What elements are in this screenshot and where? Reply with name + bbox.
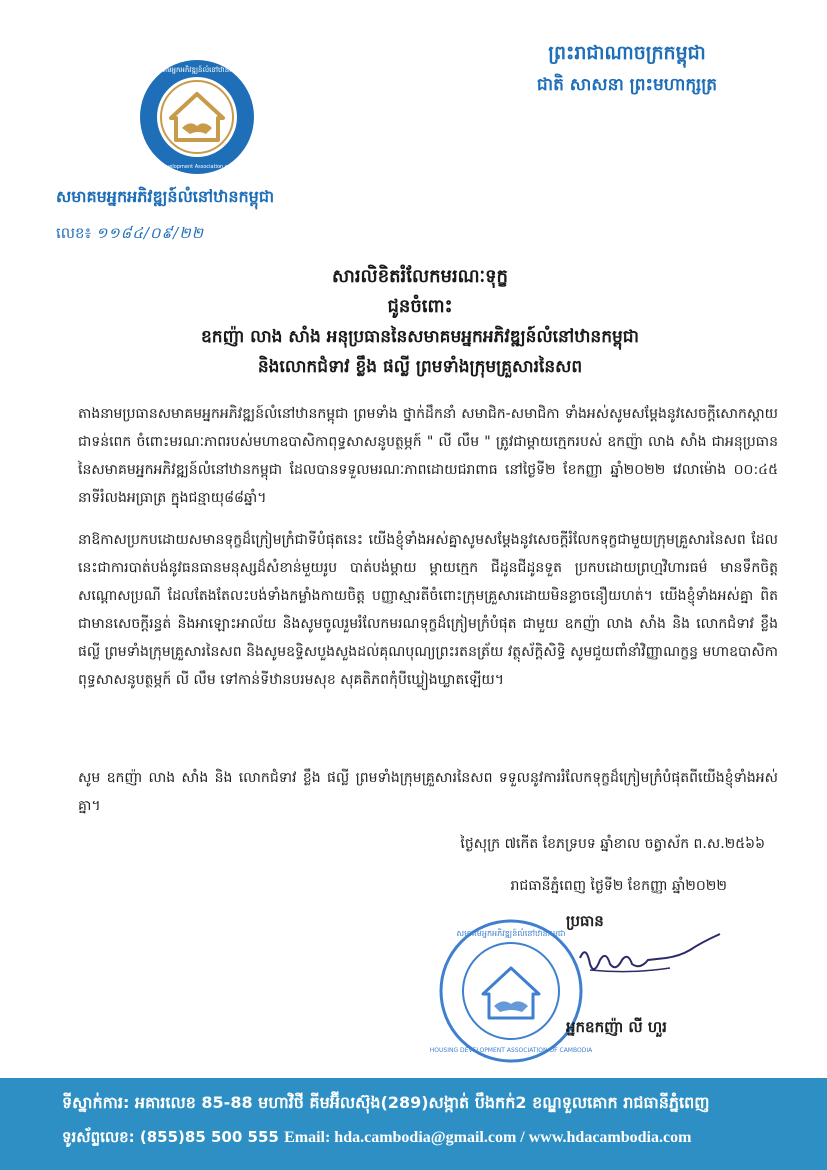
handwritten-signature bbox=[570, 930, 730, 990]
logo-ring-text-en: Housing Development Association of Cambodia bbox=[137, 164, 257, 170]
official-seal bbox=[429, 918, 593, 1064]
seal-text: សមាគមអ្នកអភិវឌ្ឍន៍លំនៅឋានកម្ពុជា bbox=[456, 929, 566, 938]
solar-date: រាជធានីភ្នំពេញ ថ្ងៃទី២ ខែកញ្ញា ឆ្នាំ២០២២ bbox=[510, 878, 727, 894]
title-line3: ឧកញ៉ា លាង សាំង អនុប្រធាននៃសមាគមអ្នកអភិវឌ្ឍន៍លំនៅឋានកម្ពុជា bbox=[201, 327, 639, 347]
title-line1: សារលិខិតរំលែកមរណៈទុក្ខ bbox=[331, 266, 508, 287]
association-name: សមាគមអ្នកអភិវឌ្ឍន៍លំនៅឋានកម្ពុជា bbox=[56, 187, 275, 206]
body-paragraph-1: តាងនាមប្រធានសមាគមអ្នកអភិវឌ្ឍន៍លំនៅឋានកម្ពុជា ព្រមទាំង ថ្នាក់ដឹកនាំ សមាជិក-សមាជិកា ទាំងអស់សូមសម្តែងនូវសេចក្តីសោកស្តាយជាទន់ពេក ចំពោះមរណៈភាពរបស់មហាឧបាសិកាពុទ្ធសាសនូបត្ថម្ភក៍ " លី លឹម " ត្រូវជាម្តាយក្មេករបស់ ឧកញ៉ា លាង សាំង ជាអនុប្រធាននៃសមាគមអ្នកអភិវឌ្ឍន៍លំនៅឋានកម្ពុជា ដែលបានទទួលមរណៈភាពដោយជរាពាធ នៅថ្ងៃទី២ ខែកញ្ញា ឆ្នាំ២០២២ វេលាម៉ោង ០០:៤៥ នាទីរំលងអធ្រាត្រ ក្នុងជន្មាយុ៨៨ឆ្នាំ។ bbox=[78, 406, 778, 506]
footer-phone: ទូរស័ព្ទលេខ: (855)85 500 555 bbox=[62, 1128, 279, 1146]
ref-label: លេខ៖ bbox=[56, 224, 92, 242]
footer-address: ទីស្នាក់ការ: អគារលេខ 85-88 មហាវិថី គីមអ៊ីលស៊ុង(289)សង្កាត់ បឹងកក់2 ខណ្ឌទួលគោក រាជធានីភ្នំពេញ bbox=[62, 1093, 710, 1112]
footer-bar bbox=[0, 1078, 827, 1170]
footer-contacts bbox=[62, 1128, 691, 1150]
kingdom-line1: ព្រះរាជាណាចក្រកម្ពុជា bbox=[548, 42, 706, 64]
lunar-date: ថ្ងៃសុក្រ ៧កើត ខែភទ្របទ ឆ្នាំខាល ចត្វាស័ក ព.ស.២៥៦៦ bbox=[460, 836, 765, 852]
body-paragraph-2: នាឱកាសប្រកបដោយសមានទុក្ខដ៏ក្រៀមក្រំជាទីបំផុតនេះ យើងខ្ញុំទាំងអស់គ្នាសូមសម្តែងនូវសេចក្តីរំលែកទុក្ខជាមួយក្រុមគ្រួសារនៃសព ដែលនេះជាការបាត់បង់នូវធនធានមនុស្សដ៏សំខាន់មួយរូប បាត់បង់ម្តាយ ម្តាយក្មេក ជីដូនជីដូនទួត ប្រកបដោយព្រហ្មវិហារធម៌ មានទឹកចិត្តសណ្តោសប្រណី ដែលតែងតែលះបង់ទាំងកម្លាំងកាយចិត្ត បញ្ញាស្មារតីចំពោះក្រុមគ្រួសារដោយមិនខ្លាចនឿយហត់។ យើងខ្ញុំទាំងអស់គ្នា ពិតជាមានសេចក្តីរន្ធត់ និងអាឡោះអាល័យ និងសូមចូលរួមរំលែកមរណទុក្ខដ៏ក្រៀមក្រំបំផុត ជាមួយ ឧកញ៉ា លាង សាំង និង លោកជំទាវ ខ្លឹង ផល្លី ព្រមទាំងក្រុមគ្រួសារនៃសព និងសូមឧទ្ទិសបួងសួងដល់គុណបុណ្យព្រះរតនត្រ័យ វត្ថុស័ក្តិសិទ្ធិ សូមជួយពាំនាំវិញ្ញាណក្ខន្ធ មហាឧបាសិកាពុទ្ធសាសនូបត្ថម្ភក៍ លី លឹម ទៅកាន់ទីឋានបរមសុខ សុគតិភពកុំបីឃ្លៀងឃ្លាតឡើយ។ bbox=[78, 532, 778, 688]
footer-email[interactable]: Email: hda.cambodia@gmail.com / www.hdacambodia.com bbox=[284, 1129, 692, 1146]
title-line4: និងលោកជំទាវ ខ្លឹង ផល្លី ព្រមទាំងក្រុមគ្រួសារនៃសព bbox=[257, 357, 583, 377]
seal-text-en: HOUSING DEVELOPMENT ASSOCIATION OF CAMBODIA bbox=[429, 1047, 593, 1054]
signer-name: អ្នកឧកញ៉ា លី ហួរ bbox=[566, 1018, 667, 1036]
kingdom-header bbox=[497, 40, 757, 98]
kingdom-line2: ជាតិ សាសនា ព្រះមហាក្សត្រ bbox=[536, 75, 718, 95]
association-logo bbox=[138, 58, 256, 176]
body-paragraph-3: សូម ឧកញ៉ា លាង សាំង និង លោកជំទាវ ខ្លឹង ផល្លី ព្រមទាំងក្រុមគ្រួសារនៃសព ទទួលនូវការរំលែកទុក្ខដ៏ក្រៀមក្រំបំផុតពីយើងខ្ញុំទាំងអស់គ្នា។ bbox=[78, 770, 778, 814]
letter-title bbox=[60, 262, 780, 382]
title-line2: ជូនចំពោះ bbox=[387, 296, 453, 317]
signer-role: ប្រធាន bbox=[566, 912, 604, 930]
reference-number bbox=[56, 224, 204, 246]
ref-value: ១១៨៤/០៩/២២ bbox=[95, 224, 204, 242]
logo-ring-text: សមាគមអ្នកអភិវឌ្ឍន៍លំនៅឋានកម្ពុជា bbox=[149, 66, 245, 74]
